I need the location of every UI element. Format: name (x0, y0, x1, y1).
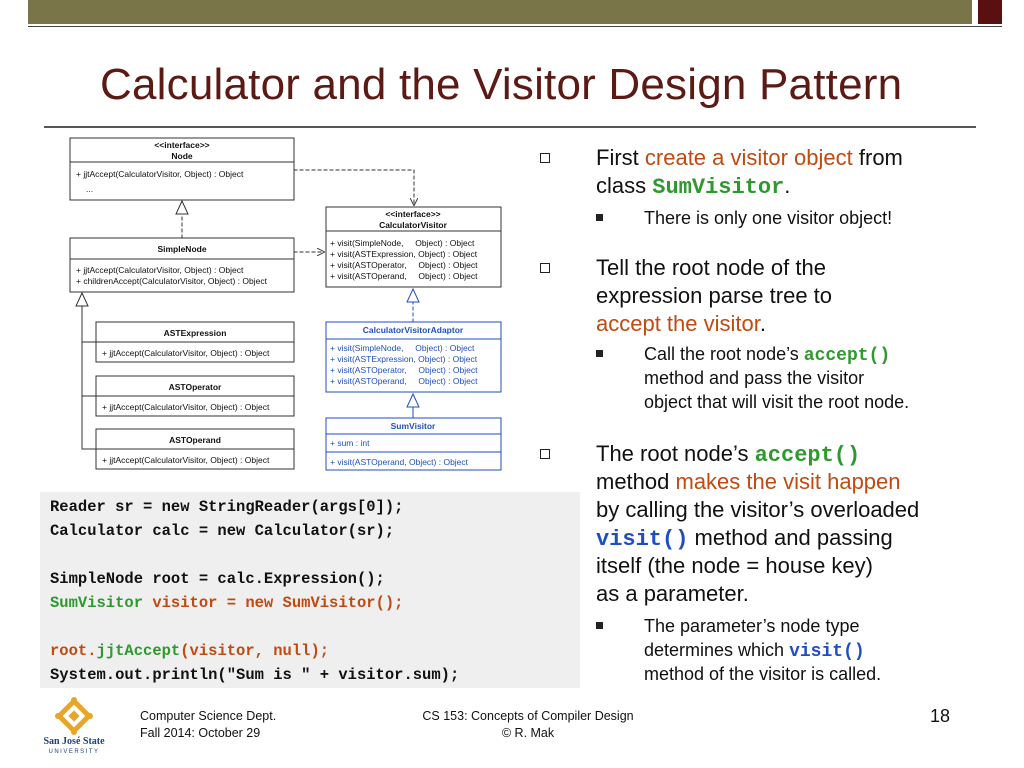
code-line-2: Calculator calc = new Calculator(sr); (50, 522, 395, 540)
uml-sv-method: + visit(ASTOperand, Object) : Object (330, 457, 469, 467)
uml-sv-name: SumVisitor (390, 421, 436, 431)
uml-simplenode-method-1: + jjtAccept(CalculatorVisitor, Object) : Object (76, 265, 244, 275)
uml-astoperand-method: + jjtAccept(CalculatorVisitor, Object) : Object (102, 455, 270, 465)
code-type-sumvisitor: SumVisitor (50, 594, 144, 612)
code-root: root. (50, 642, 97, 660)
code-line-4 (50, 594, 403, 612)
uml-astexpression-method: + jjtAccept(CalculatorVisitor, Object) : Object (102, 348, 270, 358)
logo-text-2: UNIVERSITY (48, 749, 100, 755)
code-line-3: SimpleNode root = calc.Expression(); (50, 570, 385, 588)
uml-class-diagram (60, 132, 510, 482)
top-decor-accent (978, 0, 1002, 24)
bullet-1-line-1: First create a visitor object from (596, 145, 903, 170)
uml-cv-method-2: + visit(ASTExpression, Object) : Object (330, 249, 478, 259)
footer-course: CS 153: Concepts of Compiler Design © R. Mak (422, 709, 634, 740)
square-bullet-icon (596, 214, 603, 221)
uml-class-astoperand (96, 429, 294, 469)
uml-class-sumvisitor (326, 418, 501, 470)
code-block (40, 492, 580, 688)
code-ctor-sumvisitor: SumVisitor (282, 594, 376, 612)
code-ctor-end: (); (375, 594, 404, 612)
uml-simplenode-name: SimpleNode (157, 244, 207, 254)
uml-cv-method-3: + visit(ASTOperator, Object) : Object (330, 260, 478, 270)
title-divider (44, 126, 976, 128)
uml-class-astoperator (96, 376, 294, 416)
top-rule (28, 26, 1002, 27)
uml-cva-method-2: + visit(ASTExpression, Object) : Object (330, 354, 478, 364)
code-args: (visitor, null); (180, 642, 330, 660)
uml-class-node (70, 138, 294, 200)
uml-sv-attribute: + sum : int (330, 438, 370, 448)
uml-class-calculatorvisitoradaptor (326, 322, 501, 392)
code-decl: visitor = new (143, 594, 283, 612)
uml-cv-name: CalculatorVisitor (379, 220, 447, 230)
uml-class-astexpression (96, 322, 294, 362)
footer-department: Computer Science Dept. Fall 2014: October 29 (140, 709, 277, 740)
uml-class-simplenode (70, 238, 294, 292)
code-line-5 (50, 642, 329, 660)
code-line-1: Reader sr = new StringReader(args[0]); (50, 498, 404, 516)
uml-astoperand-name: ASTOperand (169, 435, 221, 445)
uml-cva-name: CalculatorVisitorAdaptor (362, 325, 464, 335)
uml-cv-stereotype: <<interface>> (385, 209, 441, 219)
slide-title: Calculator and the Visitor Design Pattern (100, 60, 903, 109)
hollow-square-bullet-icon (540, 449, 550, 459)
uml-cv-method-1: + visit(SimpleNode, Object) : Object (330, 238, 475, 248)
uml-node-method: + jjtAccept(CalculatorVisitor, Object) : Object (76, 169, 244, 179)
uml-astoperator-name: ASTOperator (168, 382, 222, 392)
uml-simplenode-method-2: + childrenAccept(CalculatorVisitor, Object) : Object (76, 276, 267, 286)
top-decor-bar (28, 0, 972, 24)
uml-node-stereotype: <<interface>> (154, 140, 210, 150)
square-bullet-icon (596, 350, 603, 357)
uml-astexpression-name: ASTExpression (163, 328, 227, 338)
logo-text-1: San José State (43, 736, 105, 747)
uml-cva-method-3: + visit(ASTOperator, Object) : Object (330, 365, 478, 375)
bullet-1-line-2: class SumVisitor. (596, 173, 791, 200)
sjsu-logo (40, 696, 120, 756)
code-line-6: System.out.println("Sum is " + visitor.sum); (50, 666, 460, 684)
uml-cv-method-4: + visit(ASTOperand, Object) : Object (330, 271, 478, 281)
code-jjtaccept: jjtAccept (96, 642, 181, 660)
uml-node-ellipsis: ... (86, 184, 94, 194)
hollow-square-bullet-icon (540, 153, 550, 163)
logo-emblem-icon (55, 697, 93, 735)
square-bullet-icon (596, 622, 603, 629)
slide-number: 18 (930, 706, 951, 726)
hollow-square-bullet-icon (540, 263, 550, 273)
uml-cva-method-4: + visit(ASTOperand, Object) : Object (330, 376, 478, 386)
uml-node-name: Node (171, 151, 193, 161)
uml-cva-method-1: + visit(SimpleNode, Object) : Object (330, 343, 475, 353)
uml-astoperator-method: + jjtAccept(CalculatorVisitor, Object) : Object (102, 402, 270, 412)
uml-interface-calculatorvisitor (326, 207, 501, 287)
